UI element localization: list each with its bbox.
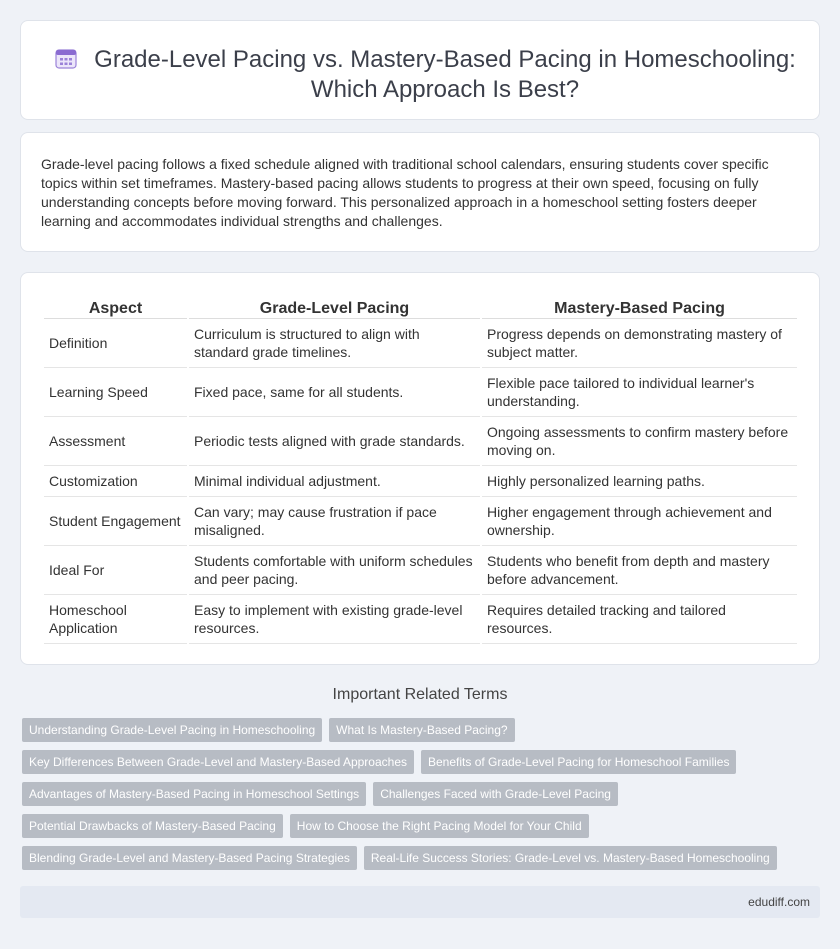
header-grade-level: Grade-Level Pacing [189, 295, 480, 319]
cell-grade: Easy to implement with existing grade-level resources. [189, 595, 480, 644]
cell-grade: Curriculum is structured to align with standard grade timelines. [189, 319, 480, 368]
cell-grade: Can vary; may cause frustration if pace misaligned. [189, 497, 480, 546]
cell-aspect: Homeschool Application [44, 595, 187, 644]
table-row [44, 368, 797, 417]
cell-mastery: Ongoing assessments to confirm mastery before moving on. [482, 417, 797, 466]
cell-mastery: Students who benefit from depth and mastery before advancement. [482, 546, 797, 595]
cell-mastery: Higher engagement through achievement and ownership. [482, 497, 797, 546]
intro-card [20, 132, 820, 252]
table-row [44, 497, 797, 546]
table-row [44, 319, 797, 368]
related-term-link[interactable]: Blending Grade-Level and Mastery-Based Pacing Strategies [22, 846, 357, 870]
related-term-link[interactable]: Advantages of Mastery-Based Pacing in Homeschool Settings [22, 782, 366, 806]
related-term-link[interactable]: Real-Life Success Stories: Grade-Level vs. Mastery-Based Homeschooling [364, 846, 777, 870]
related-term-link[interactable]: Benefits of Grade-Level Pacing for Homeschool Families [421, 750, 736, 774]
intro-paragraph: Grade-level pacing follows a fixed schedule aligned with traditional school calendars, ensuring students cover specific topics within set timeframes. Mastery-based pacing allows students to progress at their own speed, focusing on fully understanding concepts before moving forward. This personalized approach in a homeschool setting fosters deeper learning and accommodates individual strengths and challenges. [41, 156, 769, 229]
cell-aspect: Assessment [44, 417, 187, 466]
cell-grade: Fixed pace, same for all students. [189, 368, 480, 417]
table-header-row [44, 295, 797, 319]
cell-mastery: Highly personalized learning paths. [482, 466, 797, 497]
header-aspect: Aspect [44, 295, 187, 319]
footer [20, 886, 820, 918]
page-title: Grade-Level Pacing vs. Mastery-Based Pacing in Homeschooling: Which Approach Is Best? [94, 46, 796, 103]
related-term-link[interactable]: Key Differences Between Grade-Level and Mastery-Based Approaches [22, 750, 414, 774]
cell-aspect: Student Engagement [44, 497, 187, 546]
header-mastery-based: Mastery-Based Pacing [482, 295, 797, 319]
cell-grade: Minimal individual adjustment. [189, 466, 480, 497]
related-term-link[interactable]: Potential Drawbacks of Mastery-Based Pacing [22, 814, 283, 838]
cell-aspect: Customization [44, 466, 187, 497]
table-row [44, 546, 797, 595]
cell-mastery: Progress depends on demonstrating mastery of subject matter. [482, 319, 797, 368]
cell-grade: Students comfortable with uniform schedules and peer pacing. [189, 546, 480, 595]
cell-mastery: Requires detailed tracking and tailored resources. [482, 595, 797, 644]
related-term-link[interactable]: How to Choose the Right Pacing Model for Your Child [290, 814, 589, 838]
table-row [44, 417, 797, 466]
comparison-table [42, 295, 799, 644]
cell-mastery: Flexible pace tailored to individual learner's understanding. [482, 368, 797, 417]
table-row [44, 595, 797, 644]
related-term-link[interactable]: Challenges Faced with Grade-Level Pacing [373, 782, 618, 806]
footer-site-link[interactable]: edudiff.com [748, 895, 810, 909]
related-terms-title: Important Related Terms [332, 686, 508, 703]
cell-aspect: Ideal For [44, 546, 187, 595]
related-term-link[interactable]: What Is Mastery-Based Pacing? [329, 718, 514, 742]
cell-grade: Periodic tests aligned with grade standards. [189, 417, 480, 466]
related-terms-list [22, 718, 822, 878]
comparison-card [20, 272, 820, 665]
cell-aspect: Definition [44, 319, 187, 368]
table-row [44, 466, 797, 497]
cell-aspect: Learning Speed [44, 368, 187, 417]
calendar-icon [55, 47, 77, 69]
title-card [20, 20, 820, 120]
related-term-link[interactable]: Understanding Grade-Level Pacing in Homeschooling [22, 718, 322, 742]
